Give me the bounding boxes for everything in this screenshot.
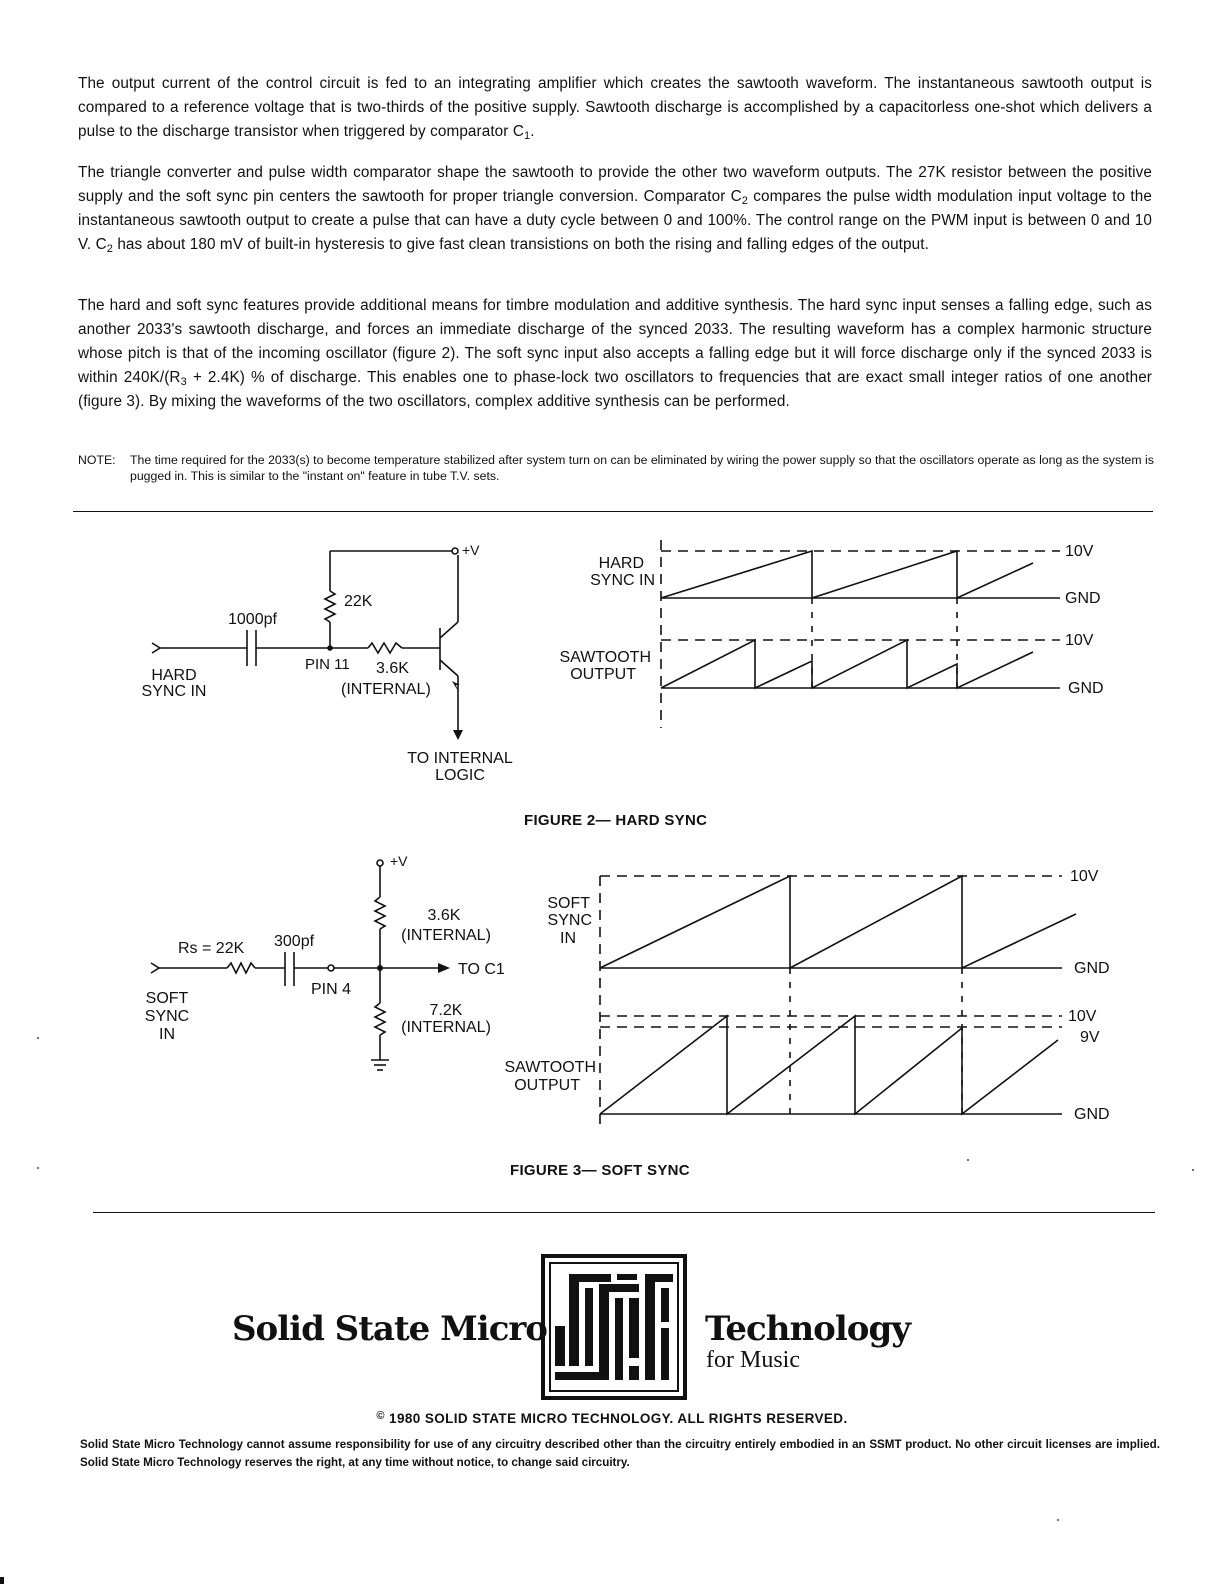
series-resistor-label: Rs = 22K: [178, 940, 245, 957]
sawtooth-output-label: OUTPUT: [514, 1077, 580, 1094]
paragraph-sync-features: [78, 294, 1152, 414]
paragraph-integrating-amplifier: [78, 72, 1152, 144]
figure-3-diagram: [0, 850, 1224, 1150]
resistor-22k-icon: [325, 591, 335, 622]
resistor-internal-value: 3.6K: [376, 660, 409, 677]
input-arrow-icon: [151, 963, 159, 973]
resistor-7-2k-note: (INTERNAL): [401, 1019, 491, 1036]
copyright-symbol: ©: [376, 1410, 385, 1422]
resistor-rs-icon: [227, 963, 255, 973]
hard-sync-input-label: SYNC IN: [141, 683, 207, 700]
paragraph-text: The output current of the control circuit is fed to an integrating amplifier which creates the sawtooth waveform. The instantaneous sawtooth output is compared to a reference voltage that is two-thirds of the positive supply. Sawtooth discharge is accomplished by a capacitorless one-shot which delivers a pulse to the discharge transistor when triggered by comparator C: [78, 75, 1152, 140]
pin-4-label: PIN 4: [311, 981, 352, 998]
level-gnd-label: GND: [1068, 680, 1104, 697]
paragraph-text: The hard and soft sync features provide additional means for timbre modulation and additive synthesis. The hard sync input senses a falling edge, such as another 2033's sawtooth discharge, and forces an immediate discharge of the synced 2033. The resulting waveform has a complex harmonic structure whose pitch is that of the incoming oscillator (figure 2). The soft sync input also accepts a falling edge but it will force discharge only if the synced 2033 is within 240K/(R: [78, 297, 1152, 386]
hard-sync-waveform-label: SYNC IN: [590, 572, 655, 589]
hard-sync-waveform-label: HARD: [598, 555, 644, 572]
level-10v-label: 10V: [1068, 1008, 1097, 1025]
figure-3-caption: FIGURE 3— SOFT SYNC: [510, 1162, 690, 1179]
paragraph-text: + 2.4K) % of discharge. This enables one to phase-lock two oscillators to frequencies that are exact small integer ratios of one another (figure 3). By mixing the waveforms of the two oscillators, complex additive synthesis can be performed.: [78, 369, 1152, 410]
figure-2-diagram: [0, 530, 1224, 860]
hard-synced-sawtooth-waveform: [661, 640, 1033, 688]
soft-synced-sawtooth-waveform: [600, 1016, 1058, 1114]
copyright-text: 1980 SOLID STATE MICRO TECHNOLOGY. ALL RIGHTS RESERVED.: [389, 1411, 848, 1426]
subscript: 2: [741, 195, 748, 207]
hard-sync-input-waveform: [661, 551, 1033, 598]
resistor-7-2k-value: 7.2K: [429, 1002, 463, 1019]
divider-bottom: [93, 1212, 1155, 1213]
resistor-22k-label: 22K: [344, 593, 373, 610]
ssmt-logo: [541, 1254, 687, 1400]
pin-11-label: PIN 11: [305, 656, 350, 673]
level-9v-label: 9V: [1080, 1029, 1100, 1046]
soft-sync-circuit: [151, 866, 440, 1070]
soft-sync-waveform-label: SOFT: [547, 895, 590, 912]
scan-speck: [1192, 1169, 1194, 1171]
resistor-internal-note: (INTERNAL): [341, 681, 431, 698]
soft-sync-waveforms: [600, 876, 1076, 1130]
scan-speck: [0, 1577, 4, 1584]
hard-sync-circuit: [152, 548, 458, 732]
note-text: The time required for the 2033(s) to become temperature stabilized after system turn on can be eliminated by wiring the power supply so that the oscillators operate as long as the system is pugged in. This is similar to the "instant on" feature in tube T.V. sets.: [130, 453, 1154, 483]
level-gnd-label: GND: [1074, 960, 1110, 977]
brand-name-right: Technology: [705, 1309, 910, 1349]
supply-terminal: [377, 860, 383, 866]
sawtooth-output-label: SAWTOOTH: [559, 649, 651, 666]
copyright-notice: [0, 1410, 1224, 1426]
subscript: 1: [523, 130, 531, 142]
level-10v-label: 10V: [1070, 868, 1099, 885]
supply-label: +V: [390, 853, 408, 869]
junction-dot: [377, 965, 383, 971]
output-label: LOGIC: [435, 767, 485, 784]
subscript: 2: [106, 243, 113, 255]
supply-label: +V: [462, 542, 480, 558]
paragraph-text: has about 180 mV of built-in hysteresis to give fast clean transistions on both the rising and falling edges of the output.: [112, 236, 929, 253]
paragraph-text: .: [530, 123, 535, 140]
scan-speck: [37, 1037, 39, 1039]
scan-speck: [1057, 1519, 1059, 1521]
capacitor-label: 300pf: [274, 933, 315, 950]
scan-speck: [967, 1159, 969, 1161]
paragraph-text: The triangle converter and pulse width comparator shape the sawtooth to provide the other two waveform outputs. The 27K resistor between the positive supply and the soft sync pin centers the sawtooth for proper triangle conversion. Comparator C: [78, 164, 1152, 205]
soft-sync-input-waveform: [600, 876, 1076, 968]
level-10v-label: 10V: [1065, 543, 1094, 560]
resistor-internal-icon: [368, 643, 402, 653]
note-label: NOTE:: [78, 453, 116, 467]
output-arrow-icon: [453, 730, 463, 740]
pin-4-terminal: [328, 965, 334, 971]
input-arrow-icon: [152, 643, 160, 653]
resistor-3-6k-value: 3.6K: [427, 907, 461, 924]
soft-sync-input-label: SYNC: [144, 1008, 190, 1025]
hard-sync-input-label: HARD: [151, 667, 197, 684]
brand-tagline: for Music: [706, 1347, 800, 1373]
note: [78, 452, 1160, 484]
scan-speck: [37, 1167, 39, 1169]
resistor-3-6k-note: (INTERNAL): [401, 927, 491, 944]
brand-name-left: Solid State Micro: [232, 1309, 547, 1349]
soft-sync-input-label: SOFT: [145, 990, 189, 1007]
level-gnd-label: GND: [1074, 1106, 1110, 1123]
to-c1-label: TO C1: [458, 961, 505, 978]
capacitor-label: 1000pf: [228, 611, 277, 628]
resistor-7-2k-icon: [375, 1003, 385, 1035]
soft-sync-waveform-label: SYNC: [547, 912, 592, 929]
resistor-3-6k-icon: [375, 897, 385, 929]
level-10v-label: 10V: [1065, 632, 1094, 649]
junction-dot: [327, 645, 333, 651]
paragraph-triangle-converter: [78, 161, 1152, 257]
figure-2-caption: FIGURE 2— HARD SYNC: [524, 812, 708, 829]
hard-sync-waveforms: [661, 540, 1060, 728]
sawtooth-output-label: SAWTOOTH: [504, 1059, 596, 1076]
level-gnd-label: GND: [1065, 590, 1101, 607]
sawtooth-output-label: OUTPUT: [570, 666, 636, 683]
paragraph-text: compares the pulse width modulation input voltage to the instantaneous sawtooth output to create a pulse that can have a duty cycle between 0 and 100%. The control range on the PWM input is between 0 and 10 V. C: [78, 188, 1152, 253]
soft-sync-input-label: IN: [159, 1026, 175, 1043]
divider-top: [73, 511, 1153, 512]
subscript: 3: [180, 376, 187, 388]
supply-terminal: [452, 548, 458, 554]
output-label: TO INTERNAL: [407, 750, 513, 767]
soft-sync-waveform-label: IN: [560, 930, 576, 947]
output-arrow-icon: [438, 963, 450, 973]
disclaimer: Solid State Micro Technology cannot assume responsibility for use of any circuitry described other than the circuitry entirely embodied in an SSMT product. No other circuit licenses are implied. Solid State Micro Technology reserves the right, at any time without notice, to change said circuitry.: [80, 1438, 1160, 1469]
